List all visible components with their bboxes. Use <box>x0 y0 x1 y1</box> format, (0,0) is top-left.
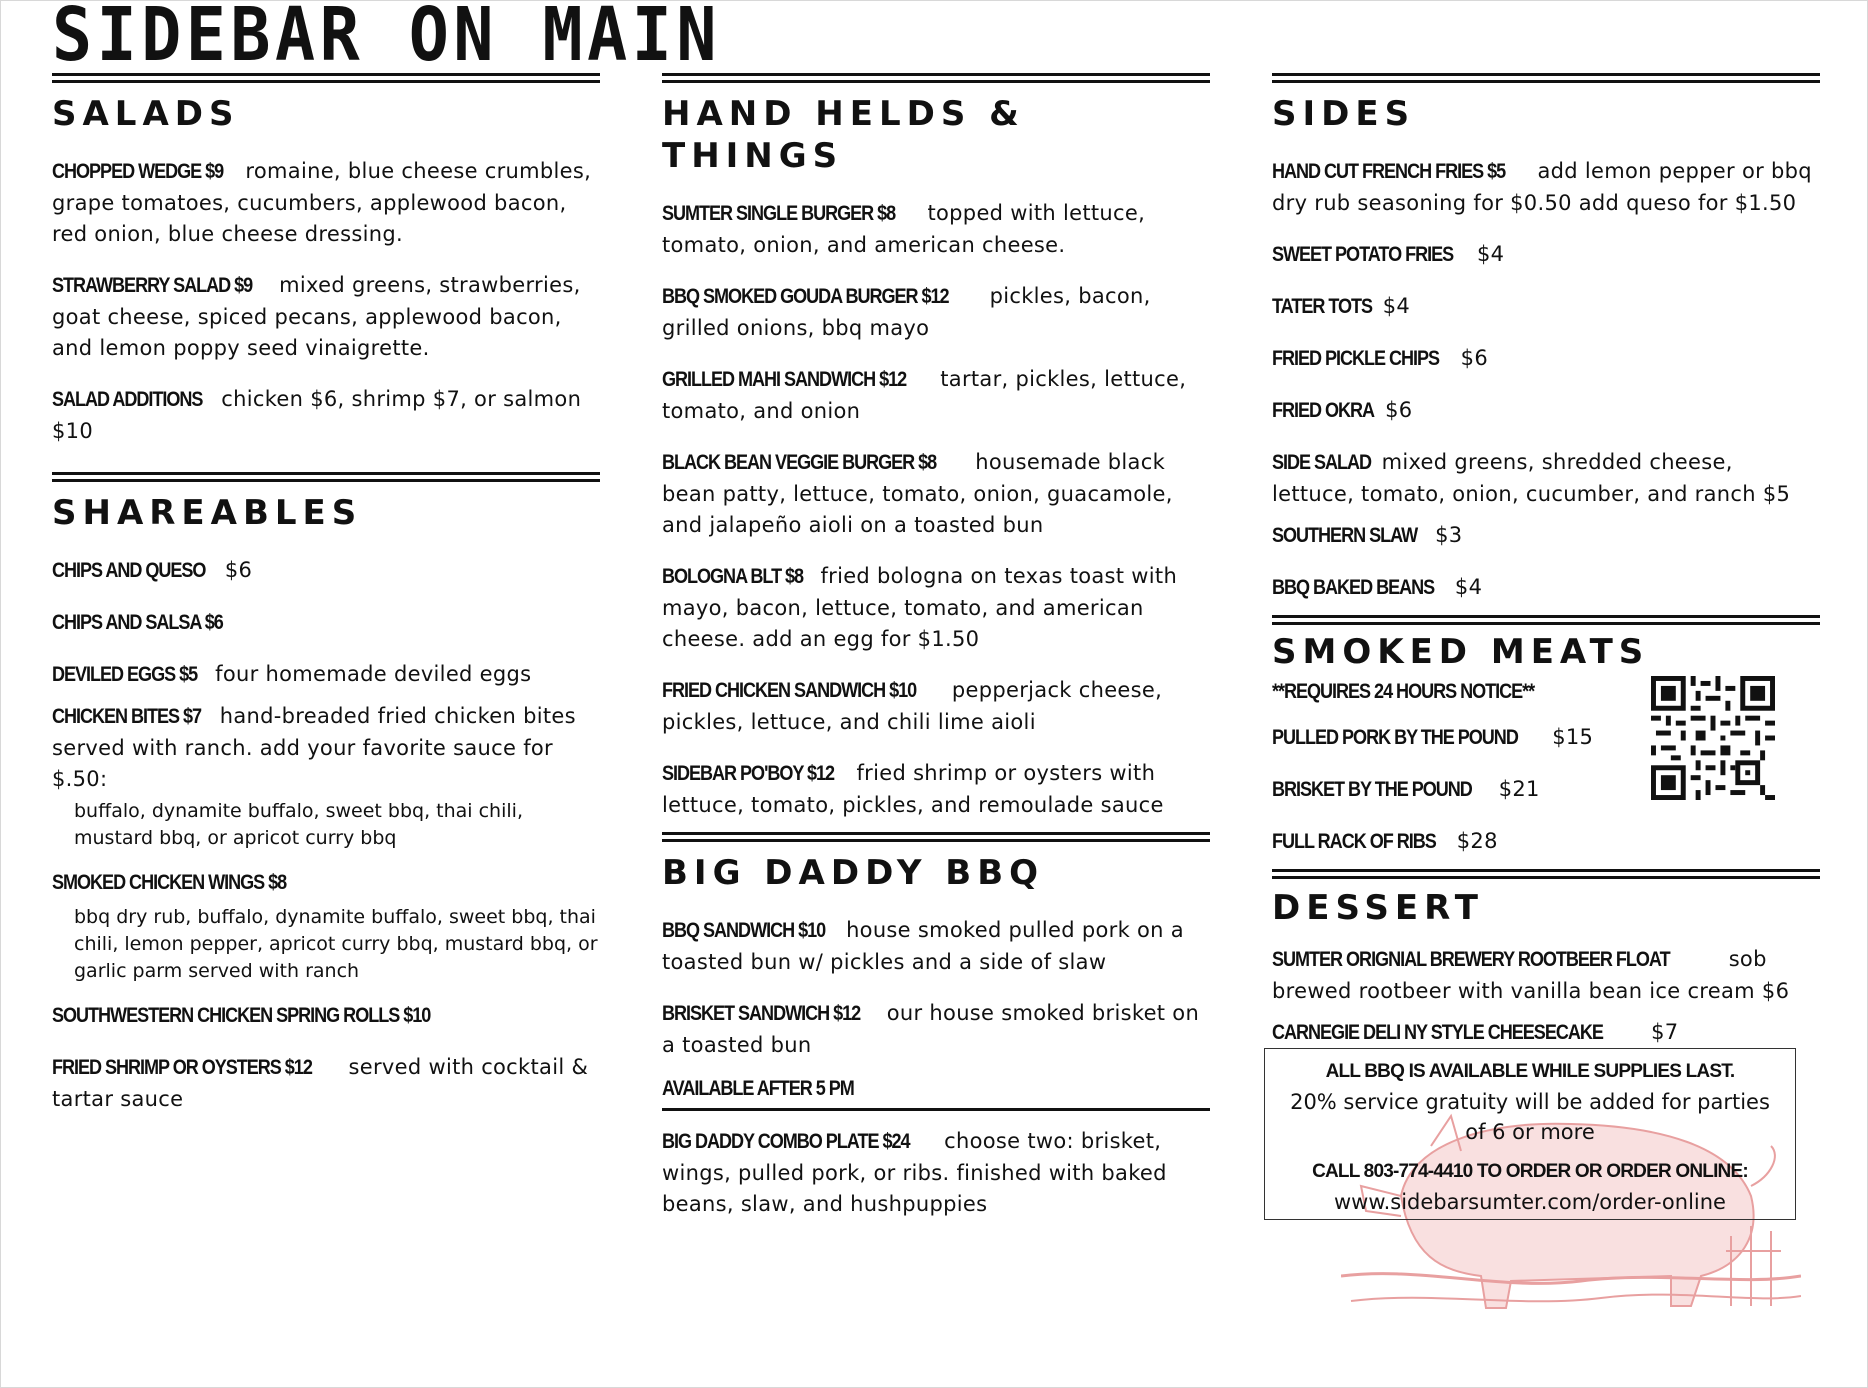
handhelds-list <box>662 197 1210 820</box>
item-name: FRIED OKRA <box>1272 399 1375 422</box>
menu-item <box>1272 238 1820 270</box>
order-online-link[interactable]: www.sidebarsumter.com/order-online <box>1334 1190 1726 1214</box>
item-desc: our house smoked brisket on a toasted bun <box>662 1001 1200 1057</box>
item-desc: $4 <box>1476 242 1505 266</box>
section-rule <box>1272 869 1820 879</box>
menu-item <box>52 606 600 638</box>
menu-item <box>1272 825 1820 857</box>
item-name: CHIPS AND QUESO <box>52 559 206 582</box>
item-name: BRISKET SANDWICH $12 <box>662 1002 861 1025</box>
section-title-smoked-meats: SMOKED MEATS <box>1272 632 1650 672</box>
menu-item <box>1272 290 1820 322</box>
menu-item <box>662 280 1210 343</box>
item-name: CHICKEN BITES $7 <box>52 705 202 728</box>
item-desc: $6 <box>1460 346 1488 370</box>
item-name: PULLED PORK BY THE POUND <box>1272 726 1518 749</box>
menu-item <box>52 999 600 1031</box>
item-name: TATER TOTS <box>1272 295 1373 318</box>
item-name: HAND CUT FRENCH FRIES $5 <box>1272 160 1506 183</box>
order-call-note: CALL 803-774-4410 TO ORDER OR ORDER ONLINE: <box>1312 1161 1748 1182</box>
item-desc: $6 <box>1385 398 1413 422</box>
menu-item <box>1272 446 1820 509</box>
menu-item <box>662 446 1210 540</box>
sauce-options: buffalo, dynamite buffalo, sweet bbq, thai chili, mustard bbq, or apricot curry bbq <box>74 800 523 849</box>
dessert-list <box>1272 943 1820 1048</box>
availability-note: AVAILABLE AFTER 5 PM <box>662 1077 854 1100</box>
item-desc: four homemade deviled eggs <box>215 662 532 686</box>
item-desc: $28 <box>1456 829 1498 853</box>
item-desc: $21 <box>1498 777 1540 801</box>
section-rule <box>662 832 1210 842</box>
menu-item <box>52 658 600 690</box>
item-name: BIG DADDY COMBO PLATE $24 <box>662 1130 910 1153</box>
item-name: DEVILED EGGS $5 <box>52 663 198 686</box>
item-name: BLACK BEAN VEGGIE BURGER $8 <box>662 451 937 474</box>
item-desc: $7 <box>1651 1020 1679 1044</box>
bigdaddy-list <box>662 914 1210 1219</box>
section-title-shareables: SHAREABLES <box>52 493 363 533</box>
item-name: STRAWBERRY SALAD $9 <box>52 274 253 297</box>
column-middle <box>662 73 1210 1239</box>
menu-item <box>52 269 600 363</box>
item-name: CHIPS AND SALSA $6 <box>52 611 223 634</box>
item-name: SIDEBAR PO'BOY $12 <box>662 762 835 785</box>
item-desc: house smoked pulled pork on a toasted bun w/ pickles and a side of slaw <box>662 918 1184 974</box>
item-desc: $4 <box>1382 294 1411 318</box>
item-desc: chicken $6, shrimp $7, or salmon $10 <box>52 387 582 443</box>
column-right <box>1272 73 1820 1068</box>
menu-item <box>662 914 1210 977</box>
menu-item <box>52 383 600 446</box>
item-name: FRIED SHRIMP OR OYSTERS $12 <box>52 1056 312 1079</box>
item-name: SALAD ADDITIONS <box>52 388 203 411</box>
menu-item <box>662 1125 1210 1219</box>
section-rule <box>662 1108 1210 1111</box>
item-name: SOUTHERN SLAW <box>1272 524 1418 547</box>
menu-item <box>1272 571 1820 603</box>
menu-item <box>1272 394 1820 426</box>
section-title-bigdaddy: BIG DADDY BBQ <box>662 853 1045 893</box>
item-desc: tartar, pickles, lettuce, tomato, and onion <box>662 367 1187 423</box>
item-desc: topped with lettuce, tomato, onion, and american cheese. <box>662 201 1146 257</box>
wing-flavor-options: bbq dry rub, buffalo, dynamite buffalo, sweet bbq, thai chili, lemon pepper, apricot curry bbq, mustard bbq, or garlic parm served with ranch <box>74 906 598 982</box>
section-rule <box>662 73 1210 83</box>
item-desc: hand-breaded fried chicken bites served with ranch. add your favorite sauce for $.50: <box>52 704 576 791</box>
item-name: SIDE SALAD <box>1272 451 1372 474</box>
notice-text: **REQUIRES 24 HOURS NOTICE** <box>1272 680 1535 703</box>
item-name: BBQ SANDWICH $10 <box>662 919 826 942</box>
item-desc: add lemon pepper or bbq dry rub seasoning for $0.50 add queso for $1.50 <box>1272 159 1812 215</box>
item-desc: $4 <box>1454 575 1483 599</box>
section-rule <box>1272 73 1820 83</box>
item-name: CARNEGIE DELI NY STYLE CHEESECAKE <box>1272 1021 1603 1044</box>
item-name: BBQ BAKED BEANS <box>1272 576 1435 599</box>
item-desc: served with cocktail & tartar sauce <box>52 1055 589 1111</box>
section-title-sides: SIDES <box>1272 94 1416 134</box>
menu-item <box>52 700 600 794</box>
item-name: FRIED CHICKEN SANDWICH $10 <box>662 679 917 702</box>
item-desc: pepperjack cheese, pickles, lettuce, and chili lime aioli <box>662 678 1163 734</box>
menu-item <box>1272 1016 1820 1048</box>
restaurant-title: SIDEBAR ON MAIN <box>52 0 721 78</box>
item-name: SOUTHWESTERN CHICKEN SPRING ROLLS $10 <box>52 1004 431 1027</box>
menu-item <box>662 674 1210 737</box>
menu-item <box>1272 519 1820 551</box>
section-rule <box>52 73 600 83</box>
notice-box <box>1264 1048 1796 1220</box>
item-name: SWEET POTATO FRIES <box>1272 243 1454 266</box>
item-desc: sob brewed rootbeer with vanilla bean ice cream $6 <box>1272 947 1790 1003</box>
item-name: SUMTER ORIGNIAL BREWERY ROOTBEER FLOAT <box>1272 948 1670 971</box>
section-rule <box>52 472 600 482</box>
menu-item <box>52 1051 600 1114</box>
menu-item <box>52 554 600 586</box>
item-desc: fried bologna on texas toast with mayo, bacon, lettuce, tomato, and american cheese. add an egg for $1.50 <box>662 564 1178 651</box>
shareables-list <box>52 554 600 1114</box>
item-desc: $15 <box>1552 725 1594 749</box>
section-rule <box>1272 615 1820 625</box>
item-desc: $6 <box>224 558 253 582</box>
menu-item <box>662 560 1210 654</box>
item-desc: mixed greens, shredded cheese, lettuce, tomato, onion, cucumber, and ranch $5 <box>1272 450 1791 506</box>
menu-item <box>662 197 1210 260</box>
item-desc: pickles, bacon, grilled onions, bbq mayo <box>662 284 1151 340</box>
item-name: FRIED PICKLE CHIPS <box>1272 347 1440 370</box>
item-desc: choose two: brisket, wings, pulled pork, or ribs. finished with baked beans, slaw, and hushpuppies <box>662 1129 1167 1216</box>
menu-item <box>52 866 600 898</box>
item-desc: $3 <box>1435 523 1463 547</box>
section-title-handhelds: HAND HELDS & THINGS <box>662 94 1025 176</box>
item-desc: fried shrimp or oysters with lettuce, tomato, pickles, and remoulade sauce <box>662 761 1164 817</box>
section-title-dessert: DESSERT <box>1272 888 1484 928</box>
item-name: GRILLED MAHI SANDWICH $12 <box>662 368 907 391</box>
menu-item <box>1272 342 1820 374</box>
menu-item <box>1272 155 1820 218</box>
item-desc: romaine, blue cheese crumbles, grape tomatoes, cucumbers, applewood bacon, red onion, blue cheese dressing. <box>52 159 592 246</box>
sides-list <box>1272 155 1820 603</box>
item-name: CHOPPED WEDGE $9 <box>52 160 224 183</box>
qr-code <box>1651 676 1775 800</box>
column-left <box>52 73 600 1134</box>
item-name: SMOKED CHICKEN WINGS $8 <box>52 871 287 894</box>
supplies-note: ALL BBQ IS AVAILABLE WHILE SUPPLIES LAST. <box>1325 1061 1735 1082</box>
item-name: SUMTER SINGLE BURGER $8 <box>662 202 896 225</box>
item-name: BOLOGNA BLT $8 <box>662 565 804 588</box>
menu-item <box>662 757 1210 820</box>
item-name: BRISKET BY THE POUND <box>1272 778 1472 801</box>
salads-list <box>52 155 600 446</box>
item-name: BBQ SMOKED GOUDA BURGER $12 <box>662 285 949 308</box>
item-name: FULL RACK OF RIBS <box>1272 830 1436 853</box>
section-title-salads: SALADS <box>52 94 240 134</box>
menu-item <box>52 155 600 249</box>
menu-item <box>1272 943 1820 1006</box>
item-desc: mixed greens, strawberries, goat cheese, spiced pecans, applewood bacon, and lemon poppy seed vinaigrette. <box>52 273 581 360</box>
item-desc: housemade black bean patty, lettuce, tomato, onion, guacamole, and jalapeño aioli on a toasted bun <box>662 450 1173 537</box>
menu-item <box>662 997 1210 1060</box>
gratuity-note: 20% service gratuity will be added for parties of 6 or more <box>1290 1090 1770 1144</box>
menu-item <box>662 363 1210 426</box>
